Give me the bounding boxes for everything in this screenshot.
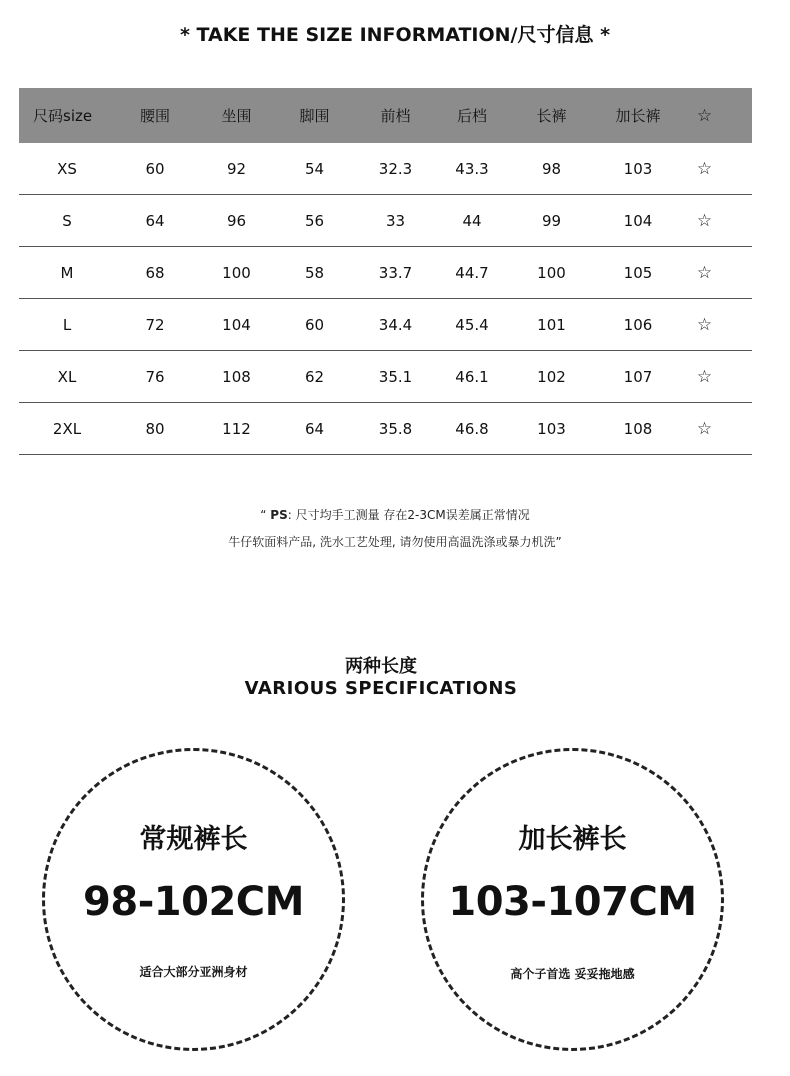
cell-back-rise: 43.3 bbox=[455, 159, 489, 178]
long-length-subtitle: 高个子首选 妥妥拖地感 bbox=[510, 967, 635, 981]
cell-front-rise: 34.4 bbox=[378, 315, 413, 334]
cell-waist: 64 bbox=[145, 211, 165, 230]
cell-size: M bbox=[60, 263, 74, 282]
cell-leg-opening: 58 bbox=[304, 263, 325, 282]
cell-long-length: 107 bbox=[623, 367, 653, 386]
note-line-1 bbox=[0, 506, 790, 523]
table-row bbox=[19, 195, 752, 247]
table-row bbox=[19, 299, 752, 351]
table-row bbox=[19, 247, 752, 299]
cell-size: XL bbox=[57, 367, 77, 386]
header-leg-opening: 脚围 bbox=[299, 107, 330, 125]
cell-size: L bbox=[62, 315, 72, 334]
cell-long-length: 104 bbox=[623, 211, 653, 230]
cell-length: 100 bbox=[537, 263, 566, 282]
header-front-rise: 前档 bbox=[380, 107, 411, 125]
size-table bbox=[19, 88, 752, 455]
cell-length: 99 bbox=[541, 211, 562, 230]
note-open-quote: “ bbox=[260, 508, 267, 522]
note-line-1-text: : 尺寸均手工测量 存在2-3CM误差属正常情况 bbox=[287, 508, 530, 522]
header-star-icon: ☆ bbox=[696, 105, 713, 126]
cell-long-length: 105 bbox=[623, 263, 653, 282]
cell-long-length: 108 bbox=[623, 419, 653, 438]
cell-back-rise: 44.7 bbox=[455, 263, 489, 282]
cell-back-rise: 44 bbox=[462, 211, 482, 230]
cell-front-rise: 33 bbox=[385, 211, 406, 230]
cell-size: S bbox=[62, 211, 72, 230]
cell-waist: 80 bbox=[145, 419, 165, 438]
cell-hip: 100 bbox=[222, 263, 251, 282]
cell-size: XS bbox=[57, 159, 77, 178]
long-length-title: 加长裤长 bbox=[518, 824, 627, 855]
cell-back-rise: 46.8 bbox=[455, 419, 489, 438]
cell-length: 102 bbox=[537, 367, 566, 386]
cell-leg-opening: 54 bbox=[304, 159, 325, 178]
cell-leg-opening: 56 bbox=[304, 211, 325, 230]
cell-star-icon: ☆ bbox=[696, 262, 713, 283]
cell-size: 2XL bbox=[52, 419, 82, 438]
section-title-cn: 两种长度 bbox=[345, 656, 417, 677]
table-row bbox=[19, 143, 752, 195]
cell-front-rise: 35.8 bbox=[378, 419, 413, 438]
long-length-circle bbox=[421, 748, 724, 1051]
cell-long-length: 106 bbox=[623, 315, 653, 334]
cell-waist: 76 bbox=[145, 367, 165, 386]
regular-length-subtitle: 适合大部分亚洲身材 bbox=[139, 965, 248, 979]
cell-length: 98 bbox=[541, 159, 562, 178]
cell-hip: 108 bbox=[222, 367, 251, 386]
cell-hip: 112 bbox=[222, 419, 251, 438]
cell-waist: 68 bbox=[145, 263, 165, 282]
header-size: 尺码size bbox=[33, 107, 93, 125]
cell-hip: 92 bbox=[226, 159, 247, 178]
cell-front-rise: 35.1 bbox=[378, 367, 413, 386]
cell-hip: 96 bbox=[226, 211, 247, 230]
header-long-length: 加长裤 bbox=[615, 107, 661, 125]
section-title-en: VARIOUS SPECIFICATIONS bbox=[244, 678, 518, 699]
cell-star-icon: ☆ bbox=[696, 158, 713, 179]
cell-leg-opening: 62 bbox=[304, 367, 325, 386]
cell-front-rise: 33.7 bbox=[378, 263, 413, 282]
cell-length: 101 bbox=[537, 315, 566, 334]
cell-long-length: 103 bbox=[623, 159, 653, 178]
cell-hip: 104 bbox=[222, 315, 251, 334]
cell-front-rise: 32.3 bbox=[378, 159, 413, 178]
cell-leg-opening: 64 bbox=[304, 419, 325, 438]
note-ps-label: PS bbox=[270, 508, 288, 522]
header-waist: 腰围 bbox=[139, 107, 170, 125]
header-length: 长裤 bbox=[536, 107, 567, 125]
cell-waist: 72 bbox=[145, 315, 165, 334]
table-header-row bbox=[19, 88, 752, 143]
long-length-range: 103-107CM bbox=[448, 879, 697, 925]
regular-length-range: 98-102CM bbox=[83, 879, 304, 925]
regular-length-title: 常规裤长 bbox=[139, 824, 248, 855]
cell-star-icon: ☆ bbox=[696, 418, 713, 439]
header-hip: 坐围 bbox=[221, 107, 252, 125]
cell-leg-opening: 60 bbox=[304, 315, 325, 334]
cell-star-icon: ☆ bbox=[696, 314, 713, 335]
cell-length: 103 bbox=[537, 419, 566, 438]
note-line-2: 牛仔软面料产品, 洗水工艺处理, 请勿使用高温洗涤或暴力机洗” bbox=[228, 535, 562, 549]
header-back-rise: 后档 bbox=[456, 107, 487, 125]
cell-waist: 60 bbox=[145, 159, 165, 178]
page-title: * TAKE THE SIZE INFORMATION/尺寸信息 * bbox=[179, 24, 611, 46]
cell-star-icon: ☆ bbox=[696, 366, 713, 387]
cell-back-rise: 45.4 bbox=[455, 315, 489, 334]
cell-back-rise: 46.1 bbox=[455, 367, 489, 386]
table-row bbox=[19, 403, 752, 455]
table-row bbox=[19, 351, 752, 403]
cell-star-icon: ☆ bbox=[696, 210, 713, 231]
regular-length-circle bbox=[42, 748, 345, 1051]
